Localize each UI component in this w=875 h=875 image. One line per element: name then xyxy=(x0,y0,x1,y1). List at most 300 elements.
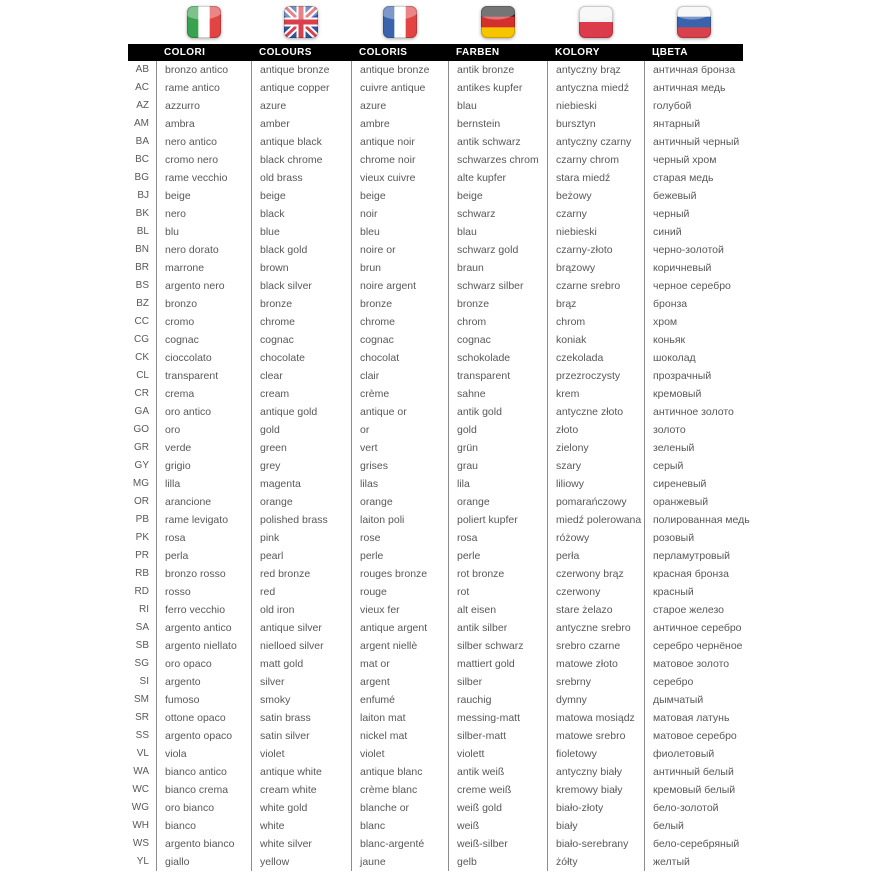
color-name-russian: коньяк xyxy=(644,331,875,349)
color-code: WA xyxy=(133,766,149,777)
color-code: BR xyxy=(135,262,149,273)
color-code: CC xyxy=(134,316,149,327)
table-row xyxy=(128,115,875,133)
color-name-english: nielloed silver xyxy=(251,637,351,655)
color-name-italian: perla xyxy=(156,547,251,565)
color-name-polish: czerwony brąz xyxy=(547,565,644,583)
table-row xyxy=(128,583,875,601)
color-name-polish: pomarańczowy xyxy=(547,493,644,511)
color-code: SR xyxy=(135,712,149,723)
italy-flag-icon xyxy=(187,6,221,43)
color-name-german: schokolade xyxy=(448,349,547,367)
column-header-english: COLOURS xyxy=(259,47,312,58)
color-name-german: schwarz xyxy=(448,205,547,223)
color-code: OR xyxy=(134,496,149,507)
color-name-english: pink xyxy=(251,529,351,547)
color-name-polish: kremowy biały xyxy=(547,781,644,799)
color-name-french: antique noir xyxy=(351,133,448,151)
color-name-english: orange xyxy=(251,493,351,511)
russia-flag-icon xyxy=(677,6,711,43)
color-name-russian: матовое золото xyxy=(644,655,875,673)
color-name-english: cream xyxy=(251,385,351,403)
color-name-russian: старая медь xyxy=(644,169,875,187)
color-name-russian: красный xyxy=(644,583,875,601)
color-code: BS xyxy=(135,280,149,291)
color-name-russian: античная медь xyxy=(644,79,875,97)
table-row xyxy=(128,61,875,79)
color-name-italian: verde xyxy=(156,439,251,457)
table-row xyxy=(128,619,875,637)
color-name-italian: bianco crema xyxy=(156,781,251,799)
color-name-french: rouges bronze xyxy=(351,565,448,583)
color-name-english: gold xyxy=(251,421,351,439)
color-name-polish: niebieski xyxy=(547,223,644,241)
table-row xyxy=(128,151,875,169)
color-name-russian: античная бронза xyxy=(644,61,875,79)
color-name-german: grün xyxy=(448,439,547,457)
color-code: SA xyxy=(135,622,149,633)
color-name-italian: rame antico xyxy=(156,79,251,97)
color-name-polish: perła xyxy=(547,547,644,565)
color-name-english: cream white xyxy=(251,781,351,799)
color-code: YL xyxy=(136,856,149,867)
color-name-russian: шоколад xyxy=(644,349,875,367)
color-name-french: antique bronze xyxy=(351,61,448,79)
color-name-french: nickel mat xyxy=(351,727,448,745)
table-row xyxy=(128,313,875,331)
color-name-english: beige xyxy=(251,187,351,205)
table-row xyxy=(128,421,875,439)
color-name-italian: azzurro xyxy=(156,97,251,115)
color-code: RD xyxy=(134,586,149,597)
color-name-polish: antyczny biały xyxy=(547,763,644,781)
color-name-german: weiß gold xyxy=(448,799,547,817)
color-name-english: chrome xyxy=(251,313,351,331)
flag-cell-italian xyxy=(156,6,251,44)
color-name-polish: czerwony xyxy=(547,583,644,601)
color-name-german: bronze xyxy=(448,295,547,313)
color-name-french: enfumé xyxy=(351,691,448,709)
table-row xyxy=(128,457,875,475)
color-name-german: perle xyxy=(448,547,547,565)
color-name-french: rose xyxy=(351,529,448,547)
flag-cell-german xyxy=(448,6,547,44)
color-name-polish: matowe złoto xyxy=(547,655,644,673)
color-name-italian: fumoso xyxy=(156,691,251,709)
color-name-russian: золото xyxy=(644,421,875,439)
color-name-german: violett xyxy=(448,745,547,763)
color-name-english: old iron xyxy=(251,601,351,619)
color-name-french: noire or xyxy=(351,241,448,259)
table-row xyxy=(128,673,875,691)
color-name-russian: фиолетовый xyxy=(644,745,875,763)
color-name-german: silber schwarz xyxy=(448,637,547,655)
color-name-russian: матовая латунь xyxy=(644,709,875,727)
color-name-russian: перламутровый xyxy=(644,547,875,565)
color-name-german: weiß-silber xyxy=(448,835,547,853)
color-name-italian: bronzo rosso xyxy=(156,565,251,583)
color-name-italian: bronzo xyxy=(156,295,251,313)
color-name-french: chrome xyxy=(351,313,448,331)
color-name-german: braun xyxy=(448,259,547,277)
color-code: AZ xyxy=(136,100,149,111)
color-name-english: chocolate xyxy=(251,349,351,367)
color-code: BJ xyxy=(137,190,149,201)
color-name-german: messing-matt xyxy=(448,709,547,727)
color-name-french: vieux fer xyxy=(351,601,448,619)
color-code: CG xyxy=(134,334,149,345)
color-name-russian: бело-серебряный xyxy=(644,835,875,853)
color-name-russian: старое железо xyxy=(644,601,875,619)
color-name-french: chrome noir xyxy=(351,151,448,169)
color-name-polish: fioletowy xyxy=(547,745,644,763)
color-name-german: antik weiß xyxy=(448,763,547,781)
color-name-polish: antyczne srebro xyxy=(547,619,644,637)
color-name-polish: czarny chrom xyxy=(547,151,644,169)
color-name-italian: argento niellato xyxy=(156,637,251,655)
color-name-italian: transparent xyxy=(156,367,251,385)
table-row xyxy=(128,601,875,619)
color-name-italian: marrone xyxy=(156,259,251,277)
color-name-italian: nero xyxy=(156,205,251,223)
color-name-italian: argento opaco xyxy=(156,727,251,745)
color-name-french: laiton mat xyxy=(351,709,448,727)
color-name-french: antique blanc xyxy=(351,763,448,781)
column-header-german: FARBEN xyxy=(456,47,500,58)
table-row xyxy=(128,403,875,421)
table-row xyxy=(128,331,875,349)
color-name-french: argent xyxy=(351,673,448,691)
table-row xyxy=(128,691,875,709)
color-name-russian: оранжевый xyxy=(644,493,875,511)
uk-flag-icon xyxy=(284,6,318,43)
color-name-russian: античное золото xyxy=(644,403,875,421)
color-name-polish: srebro czarne xyxy=(547,637,644,655)
color-name-german: bernstein xyxy=(448,115,547,133)
color-name-english: green xyxy=(251,439,351,457)
color-name-italian: rosa xyxy=(156,529,251,547)
color-name-german: poliert kupfer xyxy=(448,511,547,529)
color-name-french: bronze xyxy=(351,295,448,313)
color-name-italian: cromo xyxy=(156,313,251,331)
color-code: MG xyxy=(132,478,149,489)
color-name-polish: miedź polerowana xyxy=(547,511,644,529)
color-name-german: rot bronze xyxy=(448,565,547,583)
color-name-english: magenta xyxy=(251,475,351,493)
color-name-german: rot xyxy=(448,583,547,601)
color-name-italian: ottone opaco xyxy=(156,709,251,727)
color-name-russian: античное серебро xyxy=(644,619,875,637)
color-name-italian: viola xyxy=(156,745,251,763)
column-header-polish: KOLORY xyxy=(555,47,600,58)
color-code: GR xyxy=(134,442,149,453)
color-name-french: laiton poli xyxy=(351,511,448,529)
color-name-russian: античный белый xyxy=(644,763,875,781)
header-code-corner xyxy=(128,44,156,61)
color-name-english: black xyxy=(251,205,351,223)
color-name-italian: beige xyxy=(156,187,251,205)
color-name-polish: bursztyn xyxy=(547,115,644,133)
color-name-german: rauchig xyxy=(448,691,547,709)
color-name-german: cognac xyxy=(448,331,547,349)
color-name-german: alt eisen xyxy=(448,601,547,619)
color-name-polish: czarny xyxy=(547,205,644,223)
color-name-russian: серебро чернёное xyxy=(644,637,875,655)
color-name-italian: cromo nero xyxy=(156,151,251,169)
color-code: CL xyxy=(136,370,149,381)
color-name-french: lilas xyxy=(351,475,448,493)
column-header-italian: COLORI xyxy=(164,47,206,58)
color-code: BK xyxy=(135,208,149,219)
color-name-polish: czarny-złoto xyxy=(547,241,644,259)
color-name-polish: matowe srebro xyxy=(547,727,644,745)
color-name-russian: сиреневый xyxy=(644,475,875,493)
color-name-english: yellow xyxy=(251,853,351,871)
color-name-polish: koniak xyxy=(547,331,644,349)
color-name-english: black gold xyxy=(251,241,351,259)
color-code: PR xyxy=(135,550,149,561)
color-name-french: perle xyxy=(351,547,448,565)
table-row xyxy=(128,763,875,781)
color-name-french: mat or xyxy=(351,655,448,673)
color-name-italian: rame vecchio xyxy=(156,169,251,187)
color-code: WS xyxy=(132,838,149,849)
color-name-italian: bronzo antico xyxy=(156,61,251,79)
table-row xyxy=(128,817,875,835)
color-name-russian: серый xyxy=(644,457,875,475)
color-name-polish: biały xyxy=(547,817,644,835)
table-row xyxy=(128,709,875,727)
color-name-polish: żółty xyxy=(547,853,644,871)
color-name-russian: синий xyxy=(644,223,875,241)
color-name-english: antique gold xyxy=(251,403,351,421)
color-name-german: schwarz silber xyxy=(448,277,547,295)
color-name-french: noir xyxy=(351,205,448,223)
table-header-bar xyxy=(128,44,743,61)
color-name-russian: красная бронза xyxy=(644,565,875,583)
germany-flag-icon xyxy=(481,6,515,43)
color-name-russian: зеленый xyxy=(644,439,875,457)
color-name-italian: argento antico xyxy=(156,619,251,637)
color-code: CK xyxy=(135,352,149,363)
color-name-italian: argento bianco xyxy=(156,835,251,853)
table-row xyxy=(128,205,875,223)
color-name-russian: черный хром xyxy=(644,151,875,169)
color-name-french: blanc-argenté xyxy=(351,835,448,853)
color-name-english: antique bronze xyxy=(251,61,351,79)
table-row xyxy=(128,547,875,565)
color-table-body xyxy=(128,61,875,871)
color-name-german: beige xyxy=(448,187,547,205)
color-name-russian: дымчатый xyxy=(644,691,875,709)
color-name-french: orange xyxy=(351,493,448,511)
color-name-russian: голубой xyxy=(644,97,875,115)
color-code: BL xyxy=(136,226,149,237)
color-name-polish: dymny xyxy=(547,691,644,709)
color-name-polish: niebieski xyxy=(547,97,644,115)
table-row xyxy=(128,835,875,853)
color-name-english: polished brass xyxy=(251,511,351,529)
color-code: RB xyxy=(135,568,149,579)
color-name-russian: розовый xyxy=(644,529,875,547)
color-code: AB xyxy=(135,64,149,75)
color-name-polish: krem xyxy=(547,385,644,403)
color-name-french: vert xyxy=(351,439,448,457)
table-row xyxy=(128,475,875,493)
color-name-german: weiß xyxy=(448,817,547,835)
color-code: BG xyxy=(134,172,149,183)
color-name-italian: lilla xyxy=(156,475,251,493)
color-name-german: silber xyxy=(448,673,547,691)
color-code: BA xyxy=(135,136,149,147)
color-name-italian: ferro vecchio xyxy=(156,601,251,619)
color-name-polish: antyczne złoto xyxy=(547,403,644,421)
color-name-german: rosa xyxy=(448,529,547,547)
color-name-italian: cognac xyxy=(156,331,251,349)
color-name-english: black silver xyxy=(251,277,351,295)
color-name-english: antique copper xyxy=(251,79,351,97)
table-row xyxy=(128,727,875,745)
color-name-italian: nero dorato xyxy=(156,241,251,259)
table-row xyxy=(128,799,875,817)
color-code: BC xyxy=(135,154,149,165)
color-code: SS xyxy=(135,730,149,741)
table-row xyxy=(128,781,875,799)
color-name-german: antik bronze xyxy=(448,61,547,79)
color-code: BN xyxy=(135,244,149,255)
color-code: VL xyxy=(136,748,149,759)
color-name-english: amber xyxy=(251,115,351,133)
color-name-polish: złoto xyxy=(547,421,644,439)
color-name-german: silber-matt xyxy=(448,727,547,745)
table-row xyxy=(128,655,875,673)
color-name-english: black chrome xyxy=(251,151,351,169)
color-name-german: alte kupfer xyxy=(448,169,547,187)
color-code: GA xyxy=(134,406,149,417)
color-name-russian: желтый xyxy=(644,853,875,871)
column-header-russian: ЦВЕТА xyxy=(652,47,688,58)
color-code: BZ xyxy=(136,298,149,309)
color-name-english: white silver xyxy=(251,835,351,853)
color-code: RI xyxy=(139,604,149,615)
color-name-french: blanche or xyxy=(351,799,448,817)
color-name-german: gelb xyxy=(448,853,547,871)
color-name-english: matt gold xyxy=(251,655,351,673)
color-name-russian: черное серебро xyxy=(644,277,875,295)
color-name-german: antik silber xyxy=(448,619,547,637)
color-name-german: grau xyxy=(448,457,547,475)
color-name-russian: прозрачный xyxy=(644,367,875,385)
color-name-russian: кремовый белый xyxy=(644,781,875,799)
color-name-english: bronze xyxy=(251,295,351,313)
color-name-english: azure xyxy=(251,97,351,115)
color-name-russian: белый xyxy=(644,817,875,835)
color-code: GO xyxy=(133,424,149,435)
color-name-polish: chrom xyxy=(547,313,644,331)
color-name-italian: bianco xyxy=(156,817,251,835)
table-row xyxy=(128,385,875,403)
color-name-french: blanc xyxy=(351,817,448,835)
color-name-german: schwarzes chrom xyxy=(448,151,547,169)
color-code: GY xyxy=(134,460,149,471)
color-name-english: antique white xyxy=(251,763,351,781)
color-name-polish: czekolada xyxy=(547,349,644,367)
color-name-french: grises xyxy=(351,457,448,475)
color-name-french: cognac xyxy=(351,331,448,349)
color-name-polish: beżowy xyxy=(547,187,644,205)
color-name-italian: grigio xyxy=(156,457,251,475)
color-name-polish: matowa mosiądz xyxy=(547,709,644,727)
color-name-italian: blu xyxy=(156,223,251,241)
language-flags-row xyxy=(128,6,743,44)
color-name-english: smoky xyxy=(251,691,351,709)
color-name-polish: przezroczysty xyxy=(547,367,644,385)
color-name-french: noire argent xyxy=(351,277,448,295)
color-name-french: brun xyxy=(351,259,448,277)
code-column-spacer xyxy=(128,6,156,44)
color-name-italian: nero antico xyxy=(156,133,251,151)
poland-flag-icon xyxy=(579,6,613,43)
color-name-italian: oro opaco xyxy=(156,655,251,673)
table-row xyxy=(128,277,875,295)
color-name-french: clair xyxy=(351,367,448,385)
table-row xyxy=(128,295,875,313)
color-code: WH xyxy=(132,820,149,831)
color-name-russian: хром xyxy=(644,313,875,331)
color-name-italian: ambra xyxy=(156,115,251,133)
color-name-italian: argento nero xyxy=(156,277,251,295)
table-row xyxy=(128,511,875,529)
color-name-german: transparent xyxy=(448,367,547,385)
color-name-russian: античный черный xyxy=(644,133,875,151)
color-name-french: jaune xyxy=(351,853,448,871)
color-name-polish: zielony xyxy=(547,439,644,457)
color-name-italian: rosso xyxy=(156,583,251,601)
color-name-french: argent niellè xyxy=(351,637,448,655)
color-name-italian: cioccolato xyxy=(156,349,251,367)
color-name-english: old brass xyxy=(251,169,351,187)
color-name-french: azure xyxy=(351,97,448,115)
color-name-russian: бронза xyxy=(644,295,875,313)
color-name-german: schwarz gold xyxy=(448,241,547,259)
color-name-german: blau xyxy=(448,223,547,241)
color-code: CR xyxy=(134,388,149,399)
color-name-german: sahne xyxy=(448,385,547,403)
color-name-russian: черный xyxy=(644,205,875,223)
color-name-polish: antyczna miedź xyxy=(547,79,644,97)
color-name-russian: матовое серебро xyxy=(644,727,875,745)
color-name-italian: giallo xyxy=(156,853,251,871)
color-name-english: satin brass xyxy=(251,709,351,727)
color-name-russian: бежевый xyxy=(644,187,875,205)
color-name-english: red bronze xyxy=(251,565,351,583)
table-row xyxy=(128,367,875,385)
color-code: AM xyxy=(134,118,149,129)
color-name-italian: crema xyxy=(156,385,251,403)
color-name-german: mattiert gold xyxy=(448,655,547,673)
color-name-english: violet xyxy=(251,745,351,763)
color-name-french: crème blanc xyxy=(351,781,448,799)
color-code: PB xyxy=(135,514,149,525)
flag-cell-polish xyxy=(547,6,644,44)
color-code: SI xyxy=(139,676,149,687)
color-name-russian: черно-золотой xyxy=(644,241,875,259)
color-name-french: rouge xyxy=(351,583,448,601)
color-name-russian: кремовый xyxy=(644,385,875,403)
flag-cell-russian xyxy=(644,6,743,44)
color-name-polish: antyczny czarny xyxy=(547,133,644,151)
color-name-german: blau xyxy=(448,97,547,115)
